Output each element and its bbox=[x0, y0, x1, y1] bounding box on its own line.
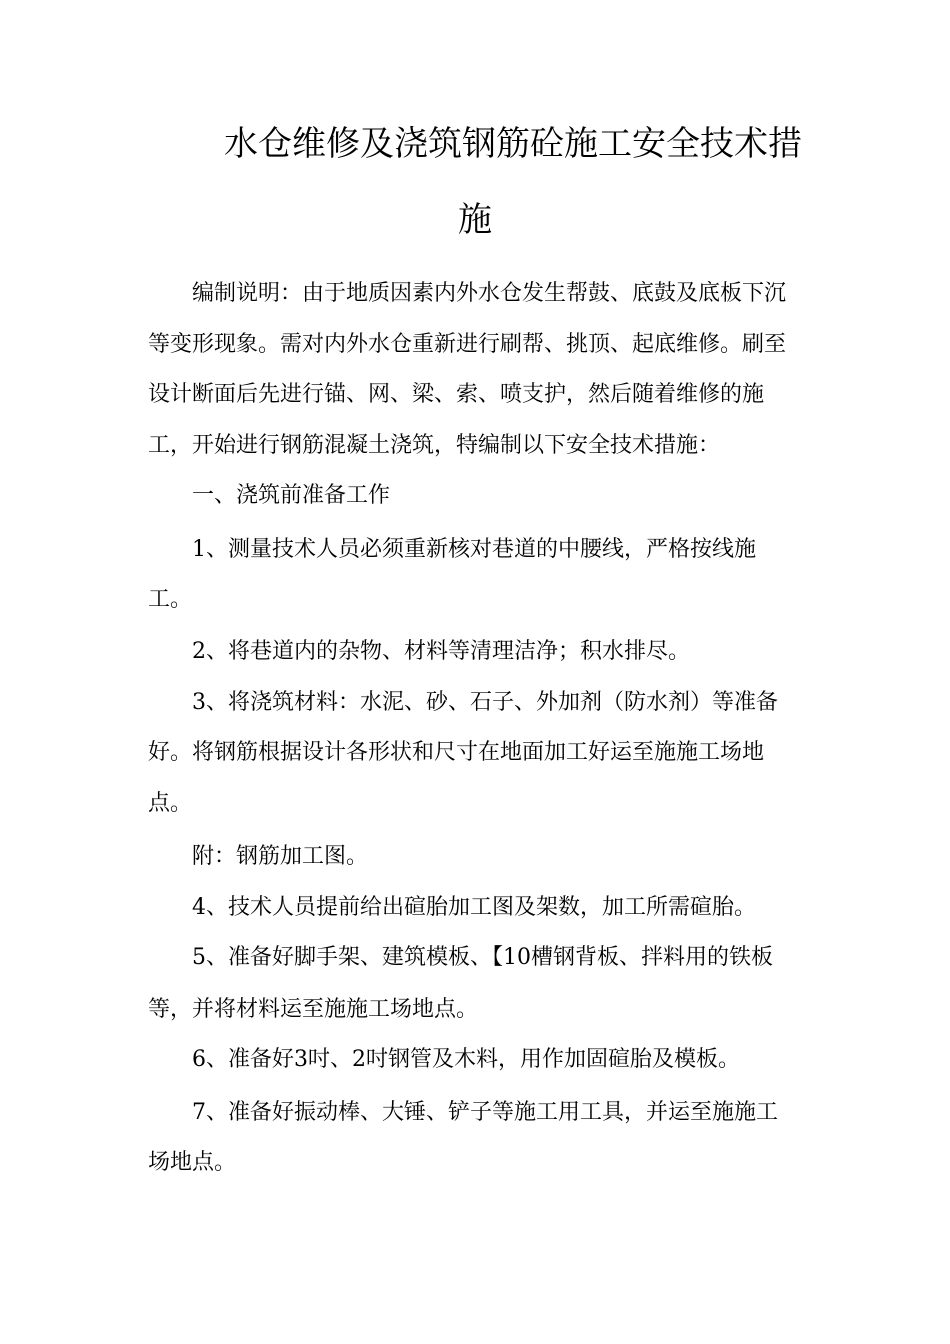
document-title-line-2: 施 bbox=[458, 200, 492, 240]
paragraph-line-2: 等变形现象。需对内外水仓重新进行刷帮、挑顶、起底维修。刷至 bbox=[148, 332, 787, 357]
item-7-line-1: 7、准备好振动棒、大锤、铲子等施工用工具，并运至施施工 bbox=[192, 1100, 778, 1125]
item-4-line-1: 4、技术人员提前给出碹胎加工图及架数，加工所需碹胎。 bbox=[192, 895, 756, 920]
item-1-line-1: 1、测量技术人员必须重新核对巷道的中腰线，严格按线施 bbox=[192, 537, 756, 562]
item-3-line-2: 好。将钢筋根据设计各形状和尺寸在地面加工好运至施施工场地 bbox=[148, 740, 765, 765]
item-5-line-1: 5、准备好脚手架、建筑模板、【10槽钢背板、拌料用的铁板 bbox=[192, 945, 773, 970]
item-1-line-2: 工。 bbox=[148, 587, 193, 612]
paragraph-line-4: 工，开始进行钢筋混凝土浇筑，特编制以下安全技术措施： bbox=[148, 433, 721, 458]
paragraph-line-1: 编制说明：由于地质因素内外水仓发生帮鼓、底鼓及底板下沉 bbox=[192, 281, 787, 306]
attachment-note: 附：钢筋加工图。 bbox=[192, 844, 369, 869]
document-title-line-1: 水仓维修及浇筑钢筋砼施工安全技术措 bbox=[224, 124, 802, 164]
item-3-line-3: 点。 bbox=[148, 791, 193, 816]
item-2-line-1: 2、将巷道内的杂物、材料等清理洁净；积水排尽。 bbox=[192, 639, 690, 664]
paragraph-line-3: 设计断面后先进行锚、网、梁、索、喷支护，然后随着维修的施 bbox=[148, 382, 765, 407]
item-5-line-2: 等，并将材料运至施施工场地点。 bbox=[148, 997, 479, 1022]
item-3-line-1: 3、将浇筑材料：水泥、砂、石子、外加剂（防水剂）等准备 bbox=[192, 690, 778, 715]
item-7-line-2: 场地点。 bbox=[148, 1150, 237, 1175]
section-heading-1: 一、浇筑前准备工作 bbox=[192, 483, 391, 508]
item-6-line-1: 6、准备好3吋、2吋钢管及木料，用作加固碹胎及模板。 bbox=[192, 1047, 740, 1072]
